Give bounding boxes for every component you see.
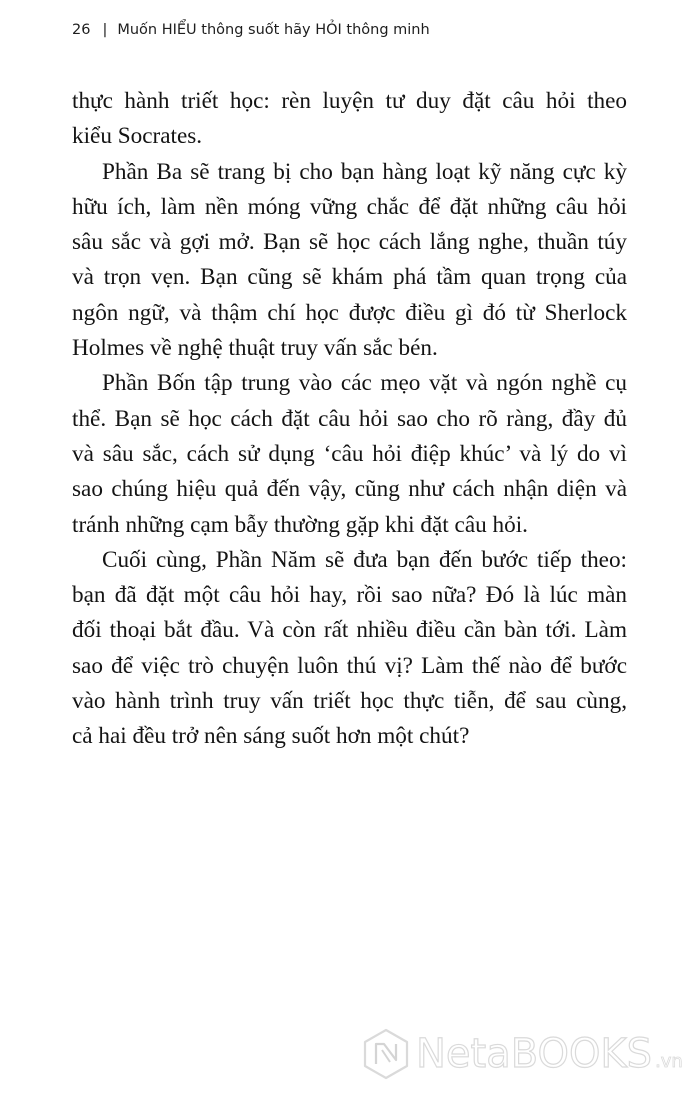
text-line: sao chúng hiệu quả đến vậy, cũng như cách nhận diện và [72,476,627,503]
text-line: và sâu sắc, cách sử dụng ‘câu hỏi điệp khúc’ và lý do vì [72,440,627,467]
paragraph [72,84,627,155]
watermark-domain: .vn [655,1050,683,1072]
header-separator: | [102,22,108,38]
text-line: ngôn ngữ, và thậm chí học được điều gì đó từ Sherlock [72,299,627,326]
text-line: sâu sắc và gợi mở. Bạn sẽ học cách lắng nghe, thuần túy [72,229,627,256]
text-line: thực hành triết học: rèn luyện tư duy đặt câu hỏi theo [72,88,627,114]
text-line: tránh những cạm bẫy thường gặp khi đặt câu hỏi. [72,511,528,538]
text-line: cả hai đều trở nên sáng suốt hơn một chút? [72,723,470,750]
page-number: 26 [72,22,91,38]
book-title: Muốn HIỂU thông suốt hãy HỎI thông minh [117,22,430,38]
netabooks-logo-icon [362,1028,410,1080]
watermark-brand: NetaBOOKS [416,1031,653,1077]
text-line: thể. Bạn sẽ học cách đặt câu hỏi sao cho rõ ràng, đầy đủ [72,405,627,432]
text-line: và trọn vẹn. Bạn cũng sẽ khám phá tầm quan trọng của [72,264,627,291]
text-line: bạn đã đặt một câu hỏi hay, rồi sao nữa? Đó là lúc màn [72,582,627,609]
text-line: Phần Ba sẽ trang bị cho bạn hàng loạt kỹ năng cực kỳ [102,158,627,185]
text-line: sao để việc trò chuyện luôn thú vị? Làm thế nào để bước [72,652,627,679]
text-line: vào hành trình truy vấn triết học thực tiễn, để sau cùng, [72,688,627,715]
text-line: Cuối cùng, Phần Năm sẽ đưa bạn đến bước tiếp theo: [102,546,627,573]
text-line: Phần Bốn tập trung vào các mẹo vặt và ngón nghề cụ [102,370,627,397]
watermark-logo [362,1028,683,1080]
text-line: đối thoại bắt đầu. Và còn rất nhiều điều cần bàn tới. Làm [72,617,627,644]
paragraph [72,366,627,542]
page-body [72,84,627,755]
paragraph [72,155,627,367]
paragraph [72,543,627,755]
running-header [72,18,430,42]
text-line: hữu ích, làm nền móng vững chắc để đặt những câu hỏi [72,193,627,220]
text-line: Holmes về nghệ thuật truy vấn sắc bén. [72,335,438,362]
text-line: kiểu Socrates. [72,123,203,150]
